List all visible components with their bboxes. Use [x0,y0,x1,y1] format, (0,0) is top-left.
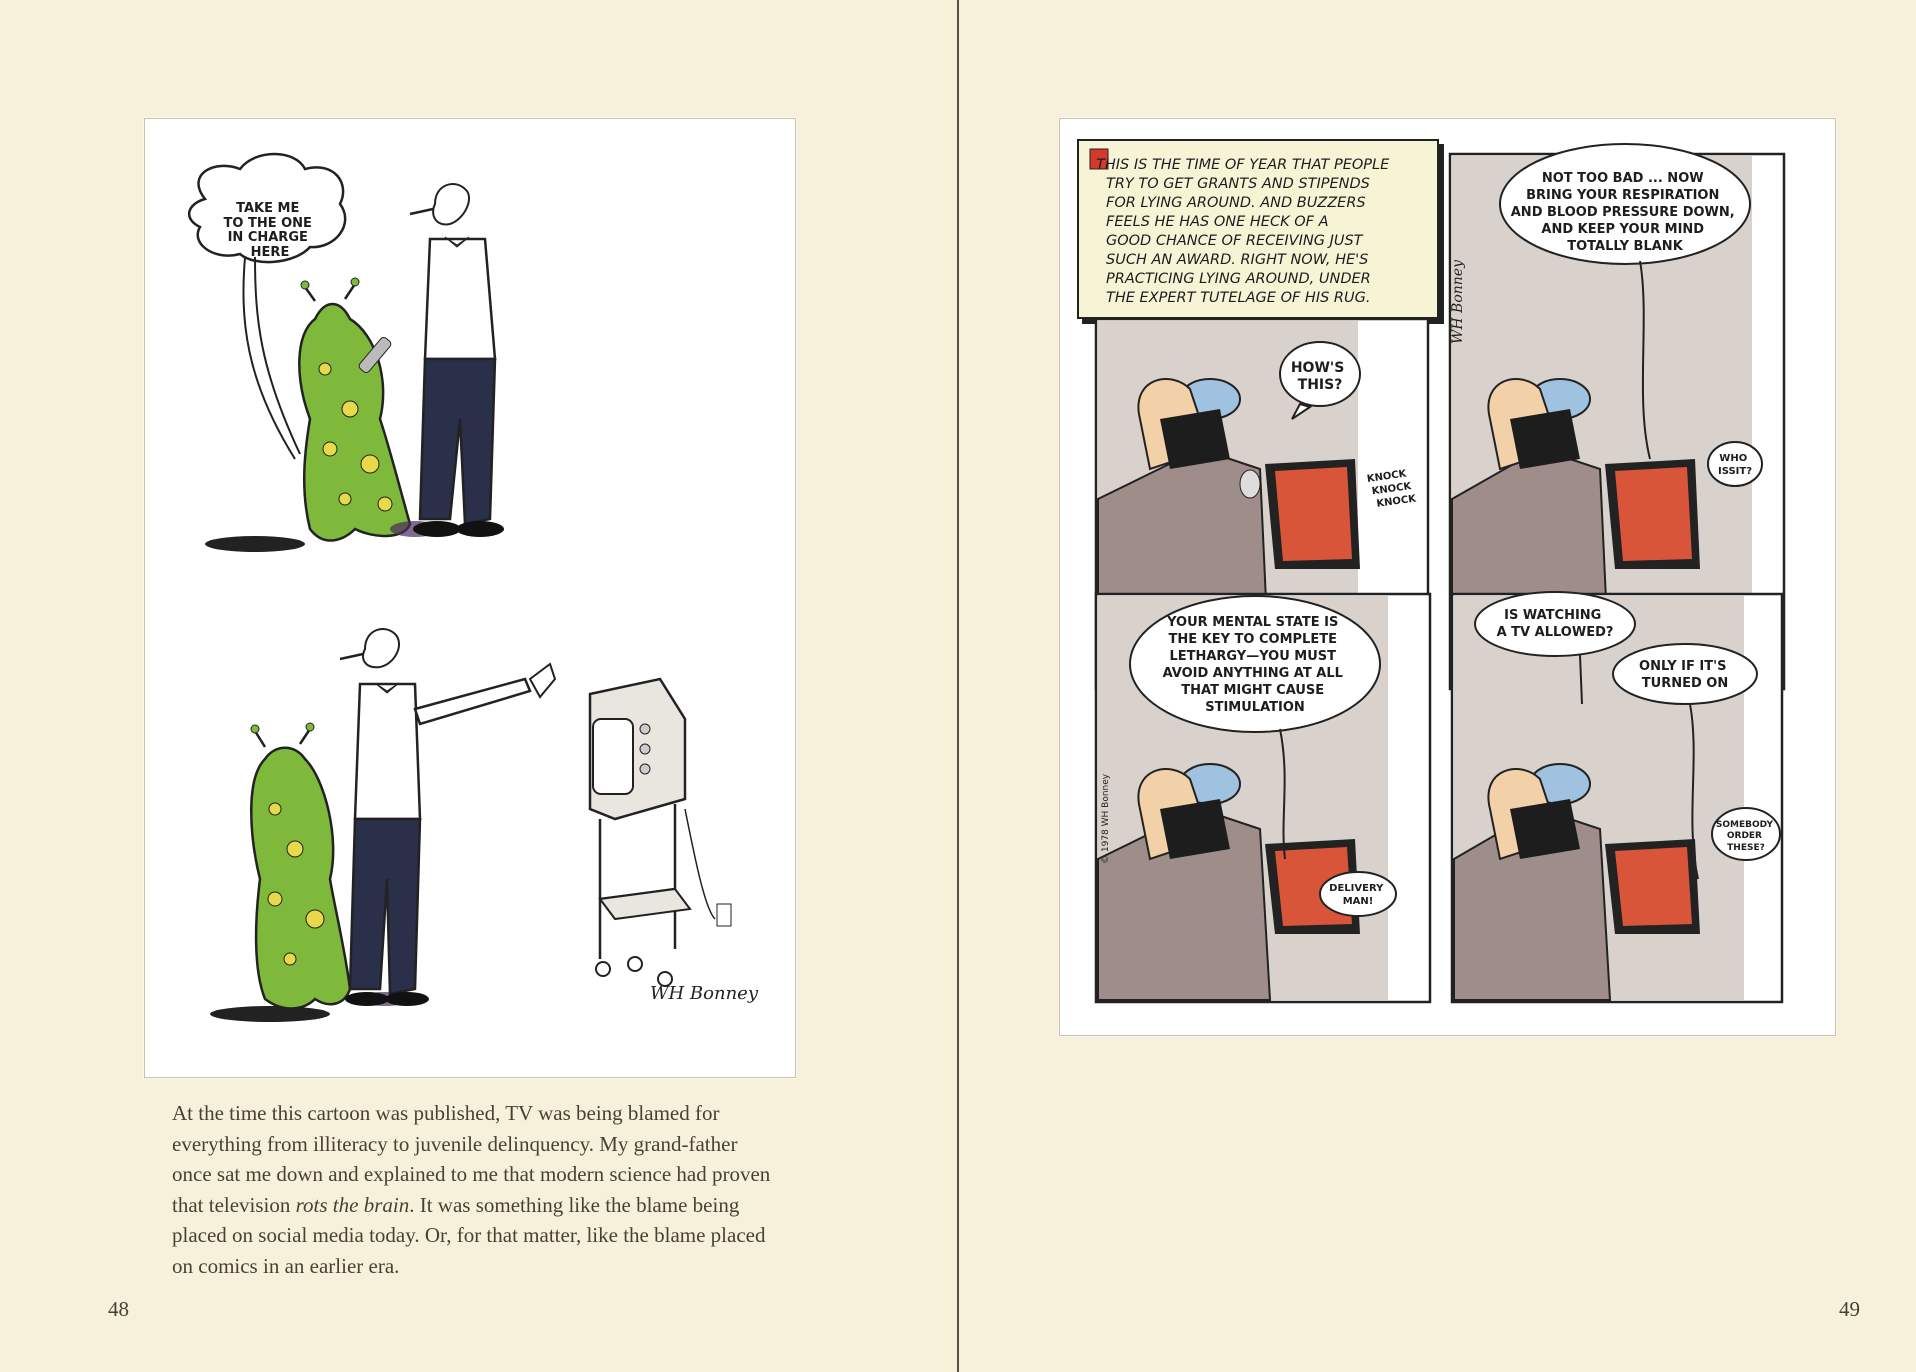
right-page [959,0,1916,1372]
caption-emphasis: rots the brain [295,1192,410,1217]
panel-4-balloon-question: IS WATCHING A TV ALLOWED? [1496,608,1614,640]
panel-4-balloon-answer: ONLY IF IT'S TURNED ON [1639,659,1729,691]
intro-caption-box [1078,140,1444,324]
alien-speech-text: TAKE ME TO THE ONE IN CHARGE HERE [223,201,312,260]
panel-4-small-balloon: SOMEBODY ORDER THESE? [1715,820,1773,853]
strip-signature: WH Bonney [1450,260,1466,344]
left-signature: WH Bonney [650,983,758,1004]
comic-strip [1059,118,1836,1036]
caption-text-part2: . It was something like the blame being placed on social media today. Or, for that matter, like the blame placed on comics in an earlier era. [172,1192,766,1278]
panel-3-balloon: YOUR MENTAL STATE IS THE KEY TO COMPLETE LETHARGY—YOU MUST AVOID ANYTHING AT ALL THAT MIGHT CAUSE STIMULATION [1162,615,1343,715]
panel-3-small-balloon: DELIVERY MAN! [1329,883,1384,907]
speech-tail [243,257,295,459]
alien-top [205,278,410,552]
left-page [0,0,957,1372]
panel-2-balloon: NOT TOO BAD ... NOW BRING YOUR RESPIRATION AND BLOOD PRESSURE DOWN, AND KEEP YOUR MIND TOTALLY BLANK [1510,171,1735,254]
panel-1-balloon: HOW'S THIS? [1290,360,1345,393]
left-page-number: 48 [108,1297,129,1321]
television-set [590,679,731,986]
alien-cartoon [144,118,796,1078]
panel-2-small-balloon: WHO ISSIT? [1717,453,1753,477]
caption-text-part1: At the time this cartoon was published, TV was being blamed for everything from illiteracy to juvenile delinquency. My grand-father once sat me down and explained to me that modern science had proven that television [172,1101,771,1217]
right-page-number: 49 [1839,1297,1860,1321]
alien-bottom [210,723,350,1022]
strip-copyright: © 1978 WH Bonney [1101,773,1111,864]
cartoon-caption [172,1098,782,1281]
panel-4 [1452,592,1782,1002]
alien-cartoon-illustration [145,119,795,1077]
man-top [390,184,504,537]
svg-text:THIS IS THE TIME OF YEAR THAT: THIS IS THE TIME OF YEAR THAT PEOPLE TRY TO GET GRANTS AND STIPENDS FOR LYING AROUND. AND BUZZERS FEELS HE HAS ONE HECK OF A GOOD CHANCE OF RECEIVING JUST SUCH AN AWARD. RIGHT NOW, HE'S PRACTICING LYING AROUND, UNDER THE EXPERT TUTELAGE OF HIS RUG. [1096,157,1390,306]
man-bottom [340,629,555,1006]
comic-strip-illustration [1060,119,1835,1035]
panel-3 [1096,594,1430,1002]
panel-1-knock-sfx: KNOCK KNOCK KNOCK [1366,468,1417,510]
